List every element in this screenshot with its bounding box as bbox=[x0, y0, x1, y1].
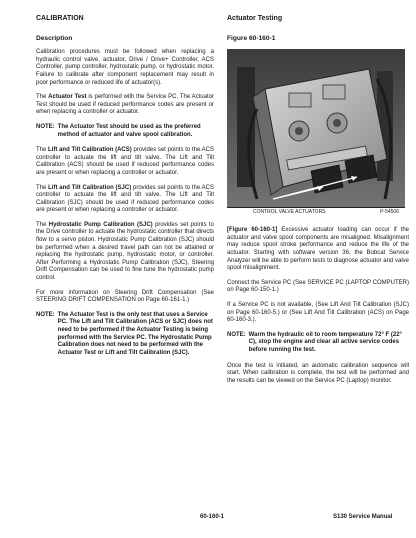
note-warm-oil bbox=[227, 332, 409, 355]
page-number: 60-160-1 bbox=[200, 514, 225, 520]
control-valve-photo bbox=[227, 49, 405, 217]
no-service-pc-paragraph: If a Service PC is not available, (See Lift And Tilt Calibration (SJC) on Page 60-160-5.) or (See Lift And Tilt Calibration (ACS) on Page 60-160-3.). bbox=[227, 301, 409, 324]
lift-tilt-acs-paragraph: The Lift and Tilt Calibration (ACS) provides set points to the ACS controller to actuate the lift and tilt valve. The Lift and Tilt Calibration (ACS) should be used if reduced performance codes are present or when replacing a controller or actuator. bbox=[36, 147, 215, 176]
note-label: NOTE: bbox=[227, 331, 246, 338]
calibration-sequence-paragraph: Once the test is initiated, an automatic calibration sequence will start. When calibration is complete, the test will be performed and the results can be viewed on the Service PC (Laptop) monitor. bbox=[227, 362, 409, 384]
actuator-test-paragraph: The Actuator Test is performed with the Service PC. The Actuator Test should be used if reduced performance codes are present or when replacing a controller or actuator. bbox=[36, 94, 214, 116]
note-preferred-method bbox=[36, 124, 214, 139]
note-service-pc bbox=[36, 312, 214, 358]
actuator-testing-heading: Actuator Testing bbox=[227, 15, 283, 22]
steering-drift-reference: For more information on Steering Drift Compensation (See STEERING DRIFT COMPENSATION on Page 60-161-1.) bbox=[36, 289, 214, 304]
left-column bbox=[36, 15, 214, 365]
note-text: The Actuator Test should be used as the preferred method of actuator and valve spool calibration. bbox=[57, 123, 201, 138]
section-heading-calibration: CALIBRATION bbox=[36, 15, 84, 22]
figure-callout-bar bbox=[227, 207, 405, 217]
figure-id: P-54506 bbox=[380, 209, 399, 216]
note-text: Warm the hydraulic oil to room temperature 72° F (22° C), stop the engine and clear all active service codes before running the test. bbox=[248, 331, 402, 353]
figure-label: Figure 60-160-1 bbox=[227, 34, 276, 42]
lift-tilt-sjc-paragraph: The Lift and Tilt Calibration (SJC) provides set points to the ACS controller to actuate the lift and tilt valve. The Lift and Tilt Calibration (SJC) should be used if reduced performance codes are present or when replacing a controller or actuator. bbox=[36, 184, 214, 214]
connect-service-pc-paragraph: Connect the Service PC (See SERVICE PC (LAPTOP COMPUTER) on Page 60-150-1.) bbox=[227, 279, 409, 294]
note-label: NOTE: bbox=[36, 311, 55, 318]
right-column bbox=[227, 15, 409, 392]
description-heading: Description bbox=[36, 34, 73, 42]
hydrostatic-pump-paragraph: The Hydrostatic Pump Calibration (SJC) provides set points to the Drive controller to actuate the hydrostatic controller that directs flow to a servo piston. Hydrostatic Pump Calibration (SJC) should be performed when a desired travel path can not be attained or replacing the hydrostatic pump, hydrostatic motor, or controller. After Performing a Hydrostatic Pump Calibration (SJC), Steering Drift Compensation can be used to fine tune the hydrostatic pump control. bbox=[36, 221, 214, 282]
figure-callout: CONTROL VALVE ACTUATORS bbox=[253, 209, 326, 216]
manual-name: S130 Service Manual bbox=[333, 514, 393, 520]
control-valve-illustration bbox=[227, 49, 405, 217]
note-text: The Actuator Test is the only test that uses a Service PC. The Lift and Tilt Calibration (ACS or SJC) does not need to be performed if the Actuator Testing is being performed with the Service PC. The Hydrostatic Pump Calibration does not need to be performed with the Actuator Test or Lift and Tilt Calibration (SJC). bbox=[57, 311, 213, 356]
calibration-intro-paragraph: Calibration procedures must be followed when replacing a hydraulic control valve, actuator, Drive / Drive+ Controller, ACS Controller, pump controller, hydrostatic pump, or hydrostatic motor. Failure to calibrate after component replacement may result in poor performance or reduced life of actuator(s). bbox=[36, 49, 214, 86]
note-label: NOTE: bbox=[36, 123, 55, 130]
misalignment-paragraph: [Figure 60-160-1] Excessive actuator loading can occur if the actuator and valve spool components are misaligned. Misalignment may reduce spool stroke performance and reduce the life of the actuator. Starting with software version 36, the Bobcat Service Analyzer will be able to perform tests to diagnose actuator and valve spool misalignment. bbox=[227, 227, 409, 272]
